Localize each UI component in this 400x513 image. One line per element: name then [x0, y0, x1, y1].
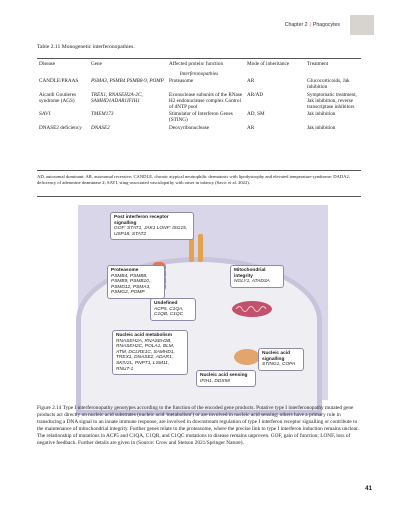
table-bottom-rule [37, 170, 361, 171]
box-genes: NGLY1, ATAD3A [234, 279, 270, 285]
nucleic-sensing-box [196, 370, 256, 387]
col-header: Treatment [307, 61, 329, 67]
box-genes: PSMB4, PSMB8, PSMB9, PSMB10, PSMD12, PSMA3, PSMG2, POMP [111, 273, 151, 296]
table-title: Table 2.11 Monogenetic interferonopathies. [37, 44, 135, 50]
chapter-title: Phagocytes [312, 22, 340, 28]
cell-gene: TREX1, RNASEH2A-2C, SAMHD1ADAR1IFIH1 [91, 91, 143, 104]
cell-gene: PSMA3, PSMB4 PSMB8-9, POMP [91, 78, 164, 85]
table-header-row [37, 60, 361, 68]
cell-protein: Exonuclease subunits of the RNase H2 endonuclease complex Control of dNTP pool [169, 91, 243, 111]
table-row [37, 78, 361, 91]
cell-inheritance: AR/AD [247, 91, 264, 98]
cell-inheritance: AR [247, 78, 255, 85]
box-title: Undefined [154, 301, 178, 306]
cell-disease: CANDLE/PRAAS [39, 78, 79, 85]
cell-treatment: Glucocorticoids, Jak inhibition [307, 78, 350, 91]
table-row [37, 124, 361, 131]
col-header: Affected protein/ function [169, 61, 224, 67]
col-header: Gene [91, 61, 102, 67]
group-label: Interferonopathies [179, 71, 219, 77]
box-title: Mitochondrial integrity [234, 268, 266, 279]
table-row [37, 111, 361, 124]
proteasome-box [107, 265, 165, 299]
table-row [37, 91, 361, 111]
post-receptor-box [110, 212, 194, 240]
col-header: Mode of inheritance [247, 61, 290, 67]
box-title: Post interferon receptor signalling [114, 215, 169, 226]
cell-disease: SAVI [39, 111, 51, 118]
box-genes: RNASEH2A, RNASEH2B, RNASEH2C, POLA1, BLM, ATM, DCLRE1C, SAMHD1, TREX1, DNASE2, ADAR1, SKIV2L, PNPT1, LSM11, RNU7-1 [116, 338, 175, 372]
box-title: Nucleic acid signalling [262, 351, 290, 362]
table-footnote: AD, autosomal dominant; AR, autosomal recessive; CANDLE, chronic atypical neutrophilic dermatosis with lipodystrophy and elevated temperature syndrome; DADA2, deficiency of adenosine deaminase 2; SAVI, sting-associated vasculopathy with onset in infancy (Savic et al. 2022). [37, 174, 350, 185]
cell-protein: Deoxyribonuclease [169, 124, 210, 131]
chapter-label: Chapter 2 [284, 22, 308, 28]
cell-inheritance: AR [247, 124, 255, 131]
cell-gene: DNASE2 [91, 124, 110, 131]
cell-treatment: Jak inhibition [307, 111, 336, 118]
interferonopathy-table [37, 60, 361, 131]
cell-protein: Proteasome [169, 78, 194, 85]
box-genes: ACP5, C1QA, C1QB, C1QC [154, 306, 184, 318]
mitochondrial-box [230, 265, 284, 288]
mitochondrion-icon [230, 300, 274, 318]
box-title: Proteasome [111, 268, 139, 273]
cell-treatment: Jak inhibition [307, 124, 336, 131]
cell-treatment: Symptomatic treatment, Jak inhibition, reverse transcriptase inhibitors [307, 91, 357, 111]
cell-disease: Aicardi Goutieres syndrome (AGS) [39, 91, 77, 104]
cell-disease: DNASE2 deficiency [39, 124, 82, 131]
table-top-rule [37, 58, 361, 59]
box-genes: STING1, COPA [262, 362, 296, 368]
box-genes: IFIH1, DDX58 [200, 378, 230, 384]
nucleic-metabolism-box [112, 330, 188, 375]
box-genes: GOF: STAT1, JAK1 LONF: ISG15, USP18, STAT2 [114, 226, 188, 237]
table-group-row [37, 68, 361, 78]
header-tab [350, 15, 374, 35]
page-number: 41 [365, 485, 372, 492]
cell-inheritance: AD, SM [247, 111, 265, 118]
box-title: Nucleic acid sensing [200, 373, 248, 378]
nucleic-signalling-box [258, 348, 304, 371]
figure-caption: Figure 2.14 Type I interferonopathy genotypes according to the function of the encoded gene products. Putative type I interferonopathy mutated gene products act directly on nucleic acid substrates (nucleic acid 'metabolism') or are involved in nucleic acid sensing; others have a primary role in transducing a DNA signal to an innate immune response, are involved in downstream regulation of type I interferon receptor signalling or contribute to the maintenance of mitochondrial integrity. Further genes relate to the proteasome, where the precise link to type I interferon induction remains unclear. The relationship of mutations in ACP5 and C1QA, C1QB, and C1QC mutations to disease remains unproven. GOF, gain of function; LONF, loss of negative feedback. Further details are given in (Source: Crow and Stetson 2021/Springer Nature). [37, 405, 359, 446]
running-header: Chapter 2 | Phagocytes [284, 22, 340, 28]
cell-gene: TMEM173 [91, 111, 114, 118]
footnote-rule [37, 196, 361, 197]
col-header: Disease [39, 61, 56, 67]
box-title: Nucleic acid metabolism [116, 333, 172, 338]
undefined-box [150, 298, 196, 321]
cell-protein: Stimulator of Interferon Genes (STING) [169, 111, 233, 124]
